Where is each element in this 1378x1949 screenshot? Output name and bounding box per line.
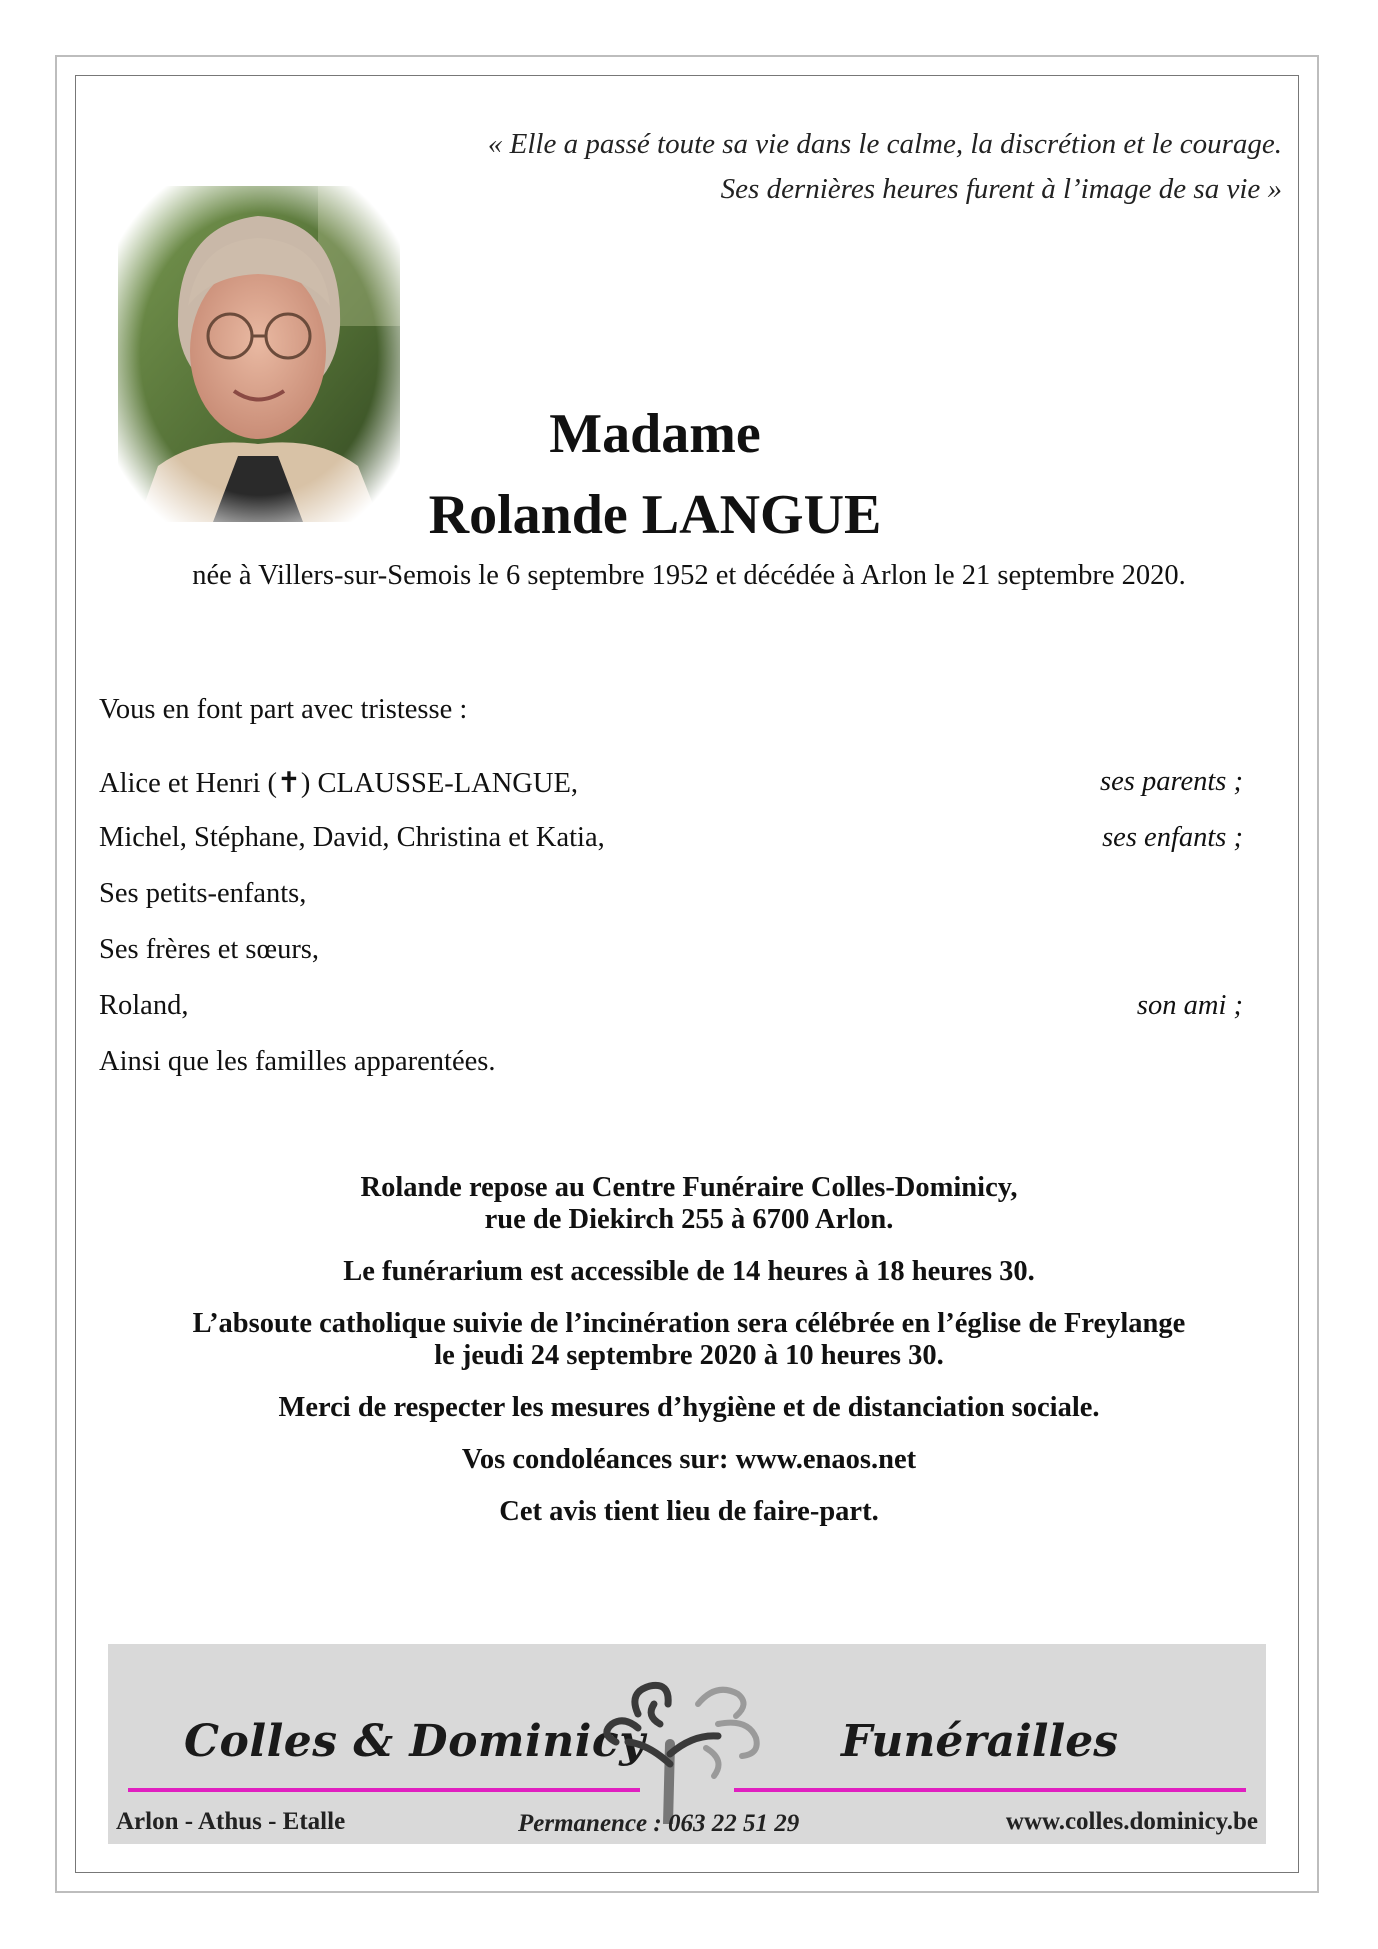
notice-line: Cet avis tient lieu de faire-part. (499, 1496, 879, 1527)
footer-cities: Arlon - Athus - Etalle (116, 1808, 346, 1835)
rest-line-1: Rolande repose au Centre Funéraire Colles-Dominicy, (360, 1172, 1018, 1203)
mourner-relation: ses enfants ; (1102, 822, 1243, 853)
quote-line-2: Ses dernières heures furent à l’image de sa vie » (720, 173, 1282, 205)
funeral-info (0, 1152, 1378, 1548)
list-item (99, 934, 1243, 990)
deceased-name: Rolande LANGUE (428, 484, 882, 546)
mourner-relation: ses parents ; (1099, 766, 1243, 797)
list-item (99, 990, 1243, 1046)
brand-name: Colles & Dominicy (184, 1716, 646, 1767)
portrait-photo (118, 186, 400, 522)
mourner-name: Michel, Stéphane, David, Christina et Katia, (99, 822, 605, 853)
accent-divider-right (734, 1788, 1246, 1792)
footer-website[interactable]: www.colles.dominicy.be (1005, 1808, 1258, 1835)
tree-icon (598, 1664, 784, 1824)
mourner-name: Ses petits-enfants, (99, 878, 307, 909)
mourners-list (99, 766, 1243, 1102)
mourner-relation: son ami ; (1136, 990, 1243, 1021)
list-item (99, 822, 1243, 878)
brand-tagline: Funérailles (840, 1716, 1118, 1767)
ceremony-line-1: L’absoute catholique suivie de l’incinération sera célébrée en l’église de Freylange (192, 1308, 1186, 1339)
footer-phone: Permanence : 063 22 51 29 (518, 1810, 800, 1837)
mourner-name: Alice et Henri (✝) CLAUSSE-LANGUE, (99, 768, 578, 799)
list-item (99, 766, 1243, 822)
mourner-name: Ses frères et sœurs, (99, 934, 320, 965)
accent-divider-left (128, 1788, 640, 1792)
quote-line-1: « Elle a passé toute sa vie dans le calme, la discrétion et le courage. (487, 128, 1282, 160)
list-item (99, 1046, 1243, 1102)
rest-line-2: rue de Diekirch 255 à 6700 Arlon. (484, 1204, 894, 1235)
mourner-name: Ainsi que les familles apparentées. (99, 1046, 496, 1077)
birth-death-line: née à Villers-sur-Semois le 6 septembre 1952 et décédée à Arlon le 21 septembre 2020. (192, 560, 1186, 591)
mourner-name: Roland, (99, 990, 189, 1021)
ceremony-line-2: le jeudi 24 septembre 2020 à 10 heures 30. (434, 1340, 944, 1371)
epitaph-quote (488, 122, 1282, 212)
hygiene-text: Merci de respecter les mesures d’hygiène et de distanciation sociale. (278, 1392, 1100, 1423)
honorific: Madame (549, 403, 761, 465)
condolences-text[interactable]: Vos condoléances sur: www.enaos.net (461, 1444, 917, 1475)
list-item (99, 878, 1243, 934)
visiting-hours-text: Le funérarium est accessible de 14 heures à 18 heures 30. (343, 1256, 1035, 1287)
intro-text: Vous en font part avec tristesse : (99, 694, 468, 725)
funeral-home-banner (108, 1644, 1266, 1844)
